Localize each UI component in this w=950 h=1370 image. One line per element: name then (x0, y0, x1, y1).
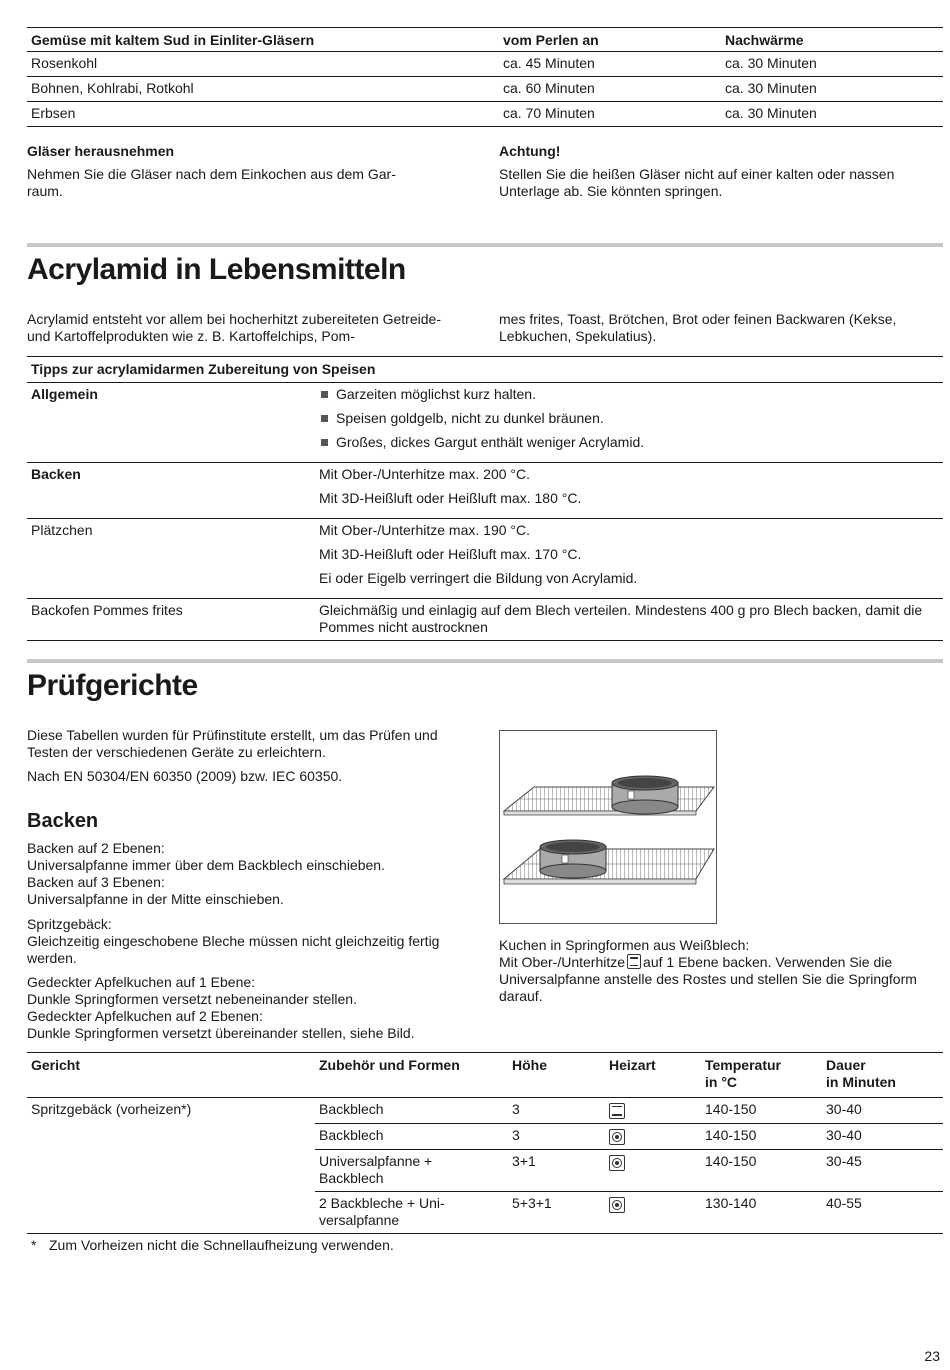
cell: 140-150 (701, 1123, 822, 1149)
table-row (27, 77, 943, 102)
acrylamid-intro-left: Acrylamid entsteht vor allem bei hocherhitzt zubereiteten Getreide- und Kartoffelprodukten wie z. B. Kartoffelchips, Pom- (27, 311, 441, 344)
caption-1: Kuchen in Springformen aus Weißblech: (499, 937, 750, 953)
glaeser-title: Gläser herausnehmen (27, 143, 175, 159)
header-boiling: vom Perlen an (499, 28, 721, 52)
list-item: Großes, dickes Gargut enthält weniger Acrylamid. (319, 434, 939, 458)
cell: ca. 30 Minuten (721, 77, 943, 102)
caption-2 (499, 954, 943, 1005)
list-item: Ei oder Eigelb verringert die Bildung von Acrylamid. (319, 570, 638, 586)
lower-springform (540, 840, 606, 878)
list-item: Garzeiten möglichst kurz halten. (319, 386, 939, 410)
heissluft-icon (609, 1197, 625, 1213)
row-label-allgemein: Allgemein (27, 383, 315, 463)
caption-2b: auf 1 Ebene backen. Verwenden Sie die Universalpfanne anstelle des Rostes und stellen Sie die Springform darauf. (499, 954, 917, 1004)
cell: 40-55 (822, 1191, 943, 1233)
upper-springform (612, 776, 678, 814)
glaeser-text: Nehmen Sie die Gläser nach dem Einkochen aus dem Gar- raum. (27, 166, 396, 199)
table-row (27, 1098, 943, 1124)
cell: ca. 70 Minuten (499, 102, 721, 127)
acrylamid-tips-table (27, 356, 943, 641)
heissluft-icon (609, 1155, 625, 1171)
cell: 2 Backbleche + Uni- versalpfanne (315, 1191, 508, 1233)
cell: 30-40 (822, 1123, 943, 1149)
pommes-text: Gleichmäßig und einlagig auf dem Blech verteilen. Mindestens 400 g pro Blech backen, damit die Pommes nicht austrocknen (315, 599, 943, 641)
cell: 140-150 (705, 1101, 757, 1117)
table-row (27, 102, 943, 127)
section-divider (27, 659, 943, 663)
cell: ca. 30 Minuten (721, 52, 943, 77)
springform-illustration (499, 730, 717, 924)
tips-table-header (27, 357, 943, 383)
row-label-plaetzchen: Plätzchen (27, 519, 315, 599)
canning-table (27, 27, 943, 127)
header-gericht: Gericht (27, 1053, 315, 1098)
achtung-text: Stellen Sie die heißen Gläser nicht auf einer kalten oder nassen Unterlage ab. Sie könnten springen. (499, 166, 895, 199)
pruef-table-header (27, 1053, 943, 1098)
page-number: 23 (924, 1348, 940, 1364)
header-temperatur: Temperatur in °C (701, 1053, 822, 1098)
header-afterheat: Nachwärme (721, 28, 943, 52)
table-row (27, 52, 943, 77)
cell: 3 (508, 1123, 605, 1149)
table-row (27, 383, 943, 463)
achtung-title: Achtung! (499, 143, 561, 159)
backen-text-3: Gedeckter Apfelkuchen auf 1 Ebene: Dunkle Springformen versetzt nebeneinander stellen. Gedeckter Apfelkuchen auf 2 Ebenen: Dunkle Springformen versetzt übereinander stellen, siehe Bild. (27, 974, 415, 1041)
pruef-p2: Nach EN 50304/EN 60350 (2009) bzw. IEC 60350. (27, 768, 343, 784)
lower-rack (504, 849, 714, 884)
list-item: Speisen goldgelb, nicht zu dunkel bräunen. (319, 410, 939, 434)
backen-text-2: Spritzgebäck: Gleichzeitig eingeschobene Bleche müssen nicht gleichzeitig fertig werden. (27, 916, 440, 966)
cell: Backblech (319, 1101, 384, 1117)
cell: ca. 30 Minuten (721, 102, 943, 127)
cell: 5+3+1 (508, 1191, 605, 1233)
header-vegetable: Gemüse mit kaltem Sud in Einliter-Gläsern (27, 28, 499, 52)
table-row (27, 599, 943, 641)
section-divider (27, 243, 943, 247)
cell: Backblech (315, 1123, 508, 1149)
ober-unterhitze-icon (627, 954, 641, 969)
cell: 30-40 (826, 1101, 862, 1117)
cell: Rosenkohl (27, 52, 499, 77)
footnote-text: Zum Vorheizen nicht die Schnellaufheizung verwenden. (49, 1237, 394, 1253)
caption-2a: Mit Ober-/Unterhitze (499, 954, 626, 970)
canning-table-header (27, 28, 943, 52)
list-item: Mit 3D-Heißluft oder Heißluft max. 180 °C. (319, 490, 582, 506)
pruef-table (27, 1052, 943, 1234)
backen-heading: Backen (27, 810, 99, 832)
list-item: Mit Ober-/Unterhitze max. 190 °C. (319, 522, 530, 538)
row-label-backen: Backen (27, 463, 315, 519)
table-row (27, 463, 943, 519)
backen-text-1: Backen auf 2 Ebenen: Universalpfanne immer über dem Backblech einschieben. Backen auf 3 Ebenen: Universalpfanne in der Mitte einschieben. (27, 840, 385, 907)
header-hoehe: Höhe (508, 1053, 605, 1098)
header-dauer: Dauer in Minuten (822, 1053, 943, 1098)
header-zubehoer: Zubehör und Formen (315, 1053, 508, 1098)
heissluft-icon (609, 1129, 625, 1145)
acrylamid-heading: Acrylamid in Lebensmitteln (27, 253, 406, 286)
acrylamid-intro-right: mes frites, Toast, Brötchen, Brot oder feinen Backwaren (Kekse, Lebkuchen, Spekulatius). (499, 311, 897, 344)
cell: ca. 45 Minuten (499, 52, 721, 77)
table-row (27, 519, 943, 599)
pruef-p1: Diese Tabellen wurden für Prüfinstitute erstellt, um das Prüfen und Testen der verschiedenen Geräte zu erleichtern. (27, 727, 438, 760)
cell: Erbsen (27, 102, 499, 127)
ober-unterhitze-icon (609, 1103, 625, 1119)
header-heizart: Heizart (605, 1053, 701, 1098)
cell: 130-140 (701, 1191, 822, 1233)
upper-rack (504, 787, 714, 815)
dish-cell: Spritzgebäck (vorheizen*) (31, 1101, 192, 1117)
oven-racks-drawing (500, 731, 716, 923)
cell: 3 (512, 1101, 520, 1117)
list-item: Mit 3D-Heißluft oder Heißluft max. 170 °C. (319, 546, 582, 562)
cell: 140-150 (701, 1149, 822, 1191)
cell: 3+1 (508, 1149, 605, 1191)
cell: ca. 60 Minuten (499, 77, 721, 102)
cell: Bohnen, Kohlrabi, Rotkohl (27, 77, 499, 102)
tips-header-cell: Tipps zur acrylamidarmen Zubereitung von Speisen (27, 357, 943, 383)
footnote-mark: * (31, 1237, 37, 1253)
pruef-heading: Prüfgerichte (27, 669, 198, 702)
row-label-pommes: Backofen Pommes frites (27, 599, 315, 641)
cell: 30-45 (822, 1149, 943, 1191)
list-item: Mit Ober-/Unterhitze max. 200 °C. (319, 466, 530, 482)
cell: Universalpfanne + Backblech (315, 1149, 508, 1191)
